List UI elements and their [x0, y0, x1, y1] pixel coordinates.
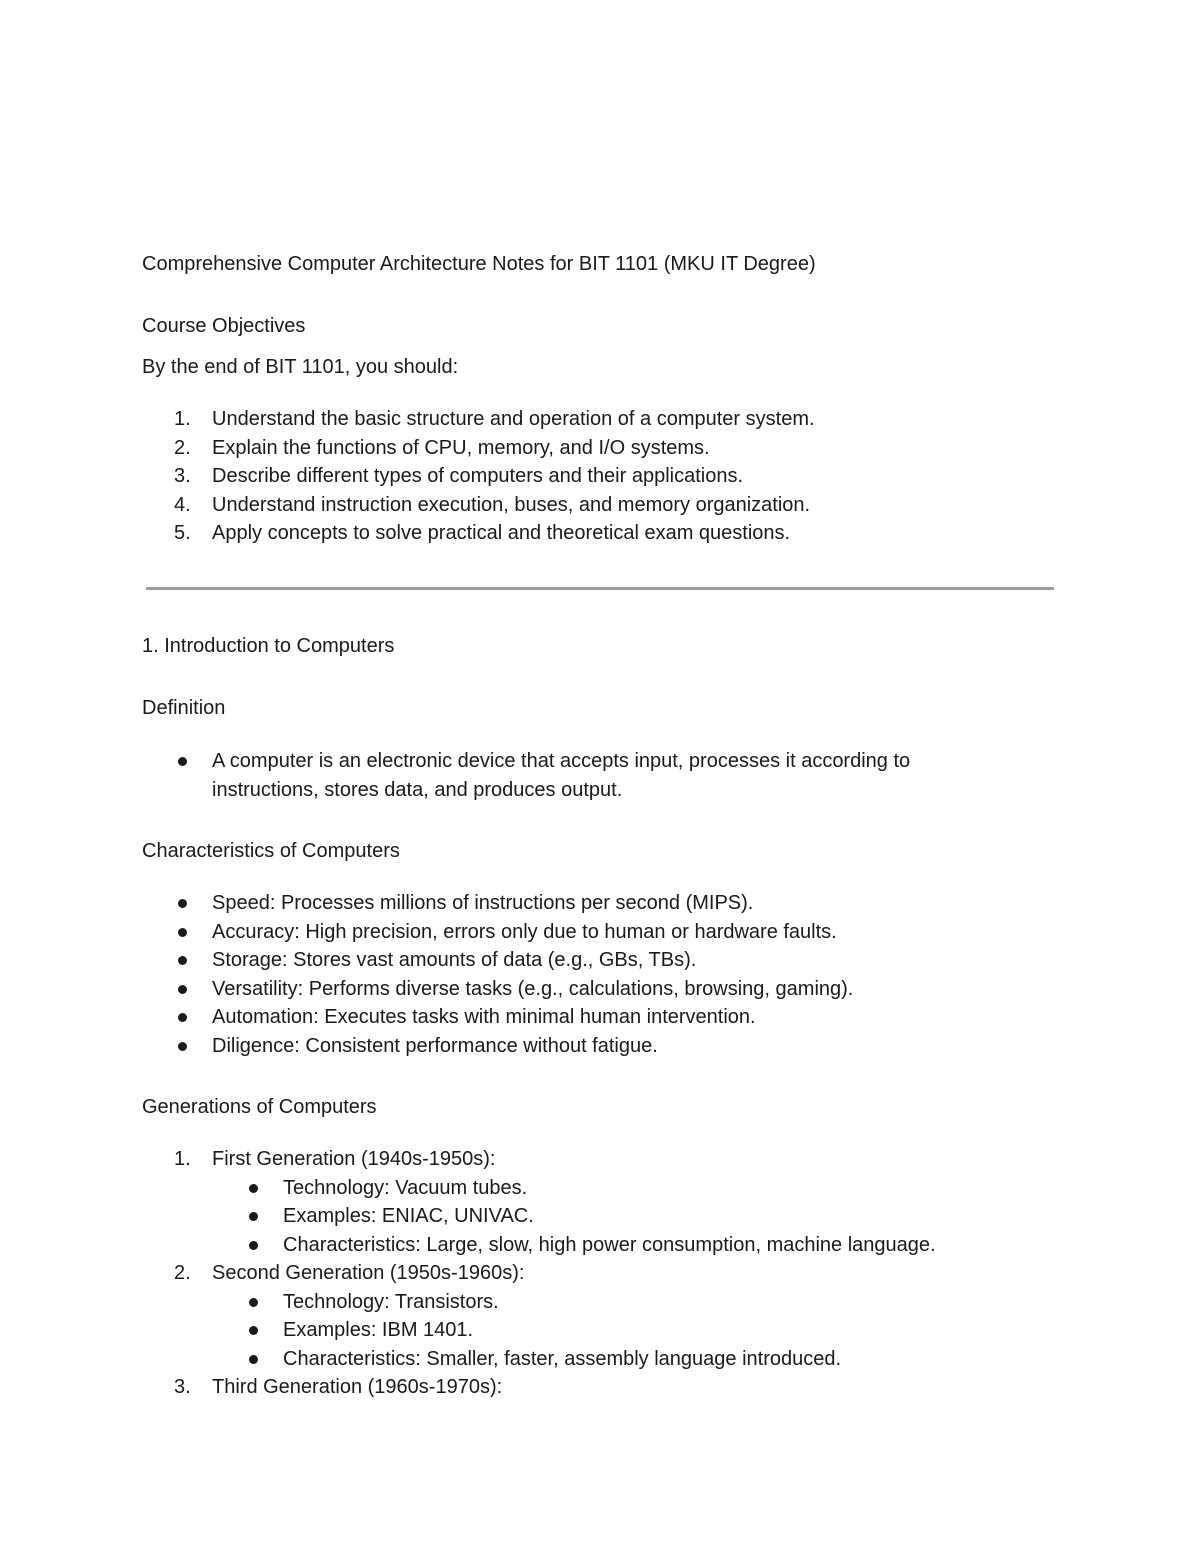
bullet-icon	[178, 985, 187, 994]
bullet-icon	[178, 757, 187, 766]
list-item-text: Storage: Stores vast amounts of data (e.g., GBs, TBs).	[212, 949, 697, 971]
list-item	[142, 1373, 936, 1402]
sub-list-item	[142, 1174, 936, 1203]
list-number: 1.	[174, 1148, 191, 1170]
bullet-icon	[178, 956, 187, 965]
list-item-text: Apply concepts to solve practical and theoretical exam questions.	[212, 522, 791, 544]
bullet-icon	[249, 1355, 258, 1364]
sub-list-item	[142, 1345, 936, 1374]
list-item	[142, 1259, 936, 1288]
list-item-text: Understand the basic structure and operation of a computer system.	[212, 408, 815, 430]
bullet-icon	[249, 1184, 258, 1193]
bullet-icon	[178, 899, 187, 908]
generations-heading: Generations of Computers	[142, 1096, 377, 1118]
list-item-text: Technology: Transistors.	[283, 1290, 499, 1313]
list-item-text: Automation: Executes tasks with minimal human intervention.	[212, 1006, 756, 1028]
objectives-heading: Course Objectives	[142, 315, 306, 337]
objectives-intro: By the end of BIT 1101, you should:	[142, 356, 459, 378]
list-item	[142, 1003, 853, 1032]
list-item-text: Diligence: Consistent performance without fatigue.	[212, 1034, 658, 1057]
list-item-text: Examples: ENIAC, UNIVAC.	[283, 1205, 534, 1227]
list-item-text: Speed: Processes millions of instructions per second (MIPS).	[212, 892, 754, 914]
objectives-list	[0, 405, 815, 548]
list-item	[142, 946, 853, 975]
list-item-text: Second Generation (1950s-1960s):	[212, 1262, 525, 1284]
list-number: 3.	[174, 1376, 191, 1398]
list-number: 5.	[174, 522, 191, 544]
characteristics-list	[0, 889, 854, 1060]
bullet-icon	[178, 1013, 187, 1022]
list-number: 2.	[174, 436, 191, 459]
list-item-text: Technology: Vacuum tubes.	[283, 1176, 528, 1199]
bullet-icon	[249, 1212, 258, 1221]
list-item	[142, 519, 815, 548]
section-heading: 1. Introduction to Computers	[142, 635, 395, 657]
list-item-text: Third Generation (1960s-1970s):	[212, 1376, 503, 1398]
list-item	[142, 462, 815, 491]
sub-list-item	[142, 1231, 936, 1260]
list-item-text: First Generation (1940s-1950s):	[212, 1148, 496, 1170]
list-item-text: Accuracy: High precision, errors only due to human or hardware faults.	[212, 920, 837, 943]
sub-list-item	[142, 1202, 936, 1231]
characteristics-heading: Characteristics of Computers	[142, 840, 400, 862]
definition-list	[0, 747, 911, 804]
list-item	[142, 405, 815, 434]
list-item	[142, 1032, 853, 1061]
bullet-icon	[178, 928, 187, 937]
list-item-text: A computer is an electronic device that accepts input, processes it according to instructions, stores data, and produces output.	[212, 750, 911, 801]
list-item-text: Examples: IBM 1401.	[283, 1319, 474, 1341]
list-number: 3.	[174, 465, 191, 487]
sub-list-item	[142, 1316, 936, 1345]
list-item	[142, 889, 853, 918]
list-number: 4.	[174, 493, 191, 516]
bullet-icon	[249, 1326, 258, 1335]
bullet-icon	[249, 1241, 258, 1250]
list-item	[142, 491, 815, 520]
list-number: 2.	[174, 1262, 191, 1284]
bullet-icon	[178, 1042, 187, 1051]
definition-heading: Definition	[142, 697, 226, 719]
sub-list-item	[142, 1288, 936, 1317]
list-number: 1.	[174, 408, 191, 430]
list-item	[142, 747, 1002, 804]
list-item	[142, 918, 853, 947]
document-title: Comprehensive Computer Architecture Notes for BIT 1101 (MKU IT Degree)	[142, 253, 816, 275]
horizontal-rule	[146, 587, 1054, 590]
generations-list	[0, 1145, 936, 1402]
list-item	[142, 434, 815, 463]
list-item-text: Understand instruction execution, buses, and memory organization.	[212, 493, 811, 516]
list-item-text: Versatility: Performs diverse tasks (e.g., calculations, browsing, gaming).	[212, 977, 854, 1000]
list-item-text: Characteristics: Large, slow, high power consumption, machine language.	[283, 1233, 936, 1256]
list-item	[142, 975, 853, 1004]
list-item-text: Characteristics: Smaller, faster, assembly language introduced.	[283, 1347, 842, 1370]
list-item	[142, 1145, 936, 1174]
bullet-icon	[249, 1298, 258, 1307]
list-item-text: Describe different types of computers and their applications.	[212, 465, 744, 487]
list-item-text: Explain the functions of CPU, memory, and I/O systems.	[212, 436, 710, 459]
